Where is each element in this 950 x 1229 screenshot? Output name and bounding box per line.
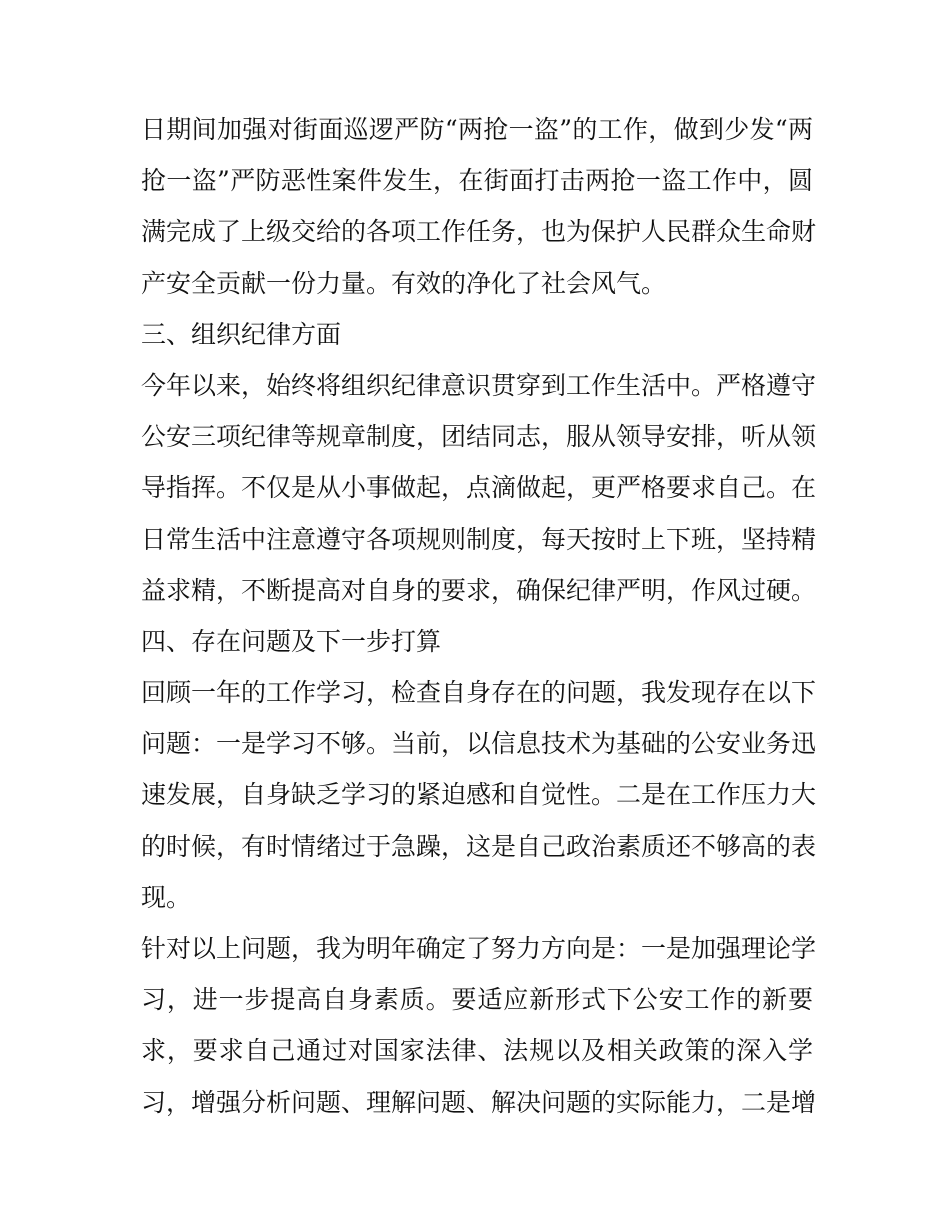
paragraph-line-17: 针对以上问题，我为明年确定了努力方向是：一是加强理论学 [141, 934, 817, 963]
paragraph-line-18: 习，进一步提高自身素质。要适应新形式下公安工作的新要 [141, 985, 813, 1015]
paragraph-line-10: 益求精，不断提高对自身的要求，确保纪律严明，作风过硬。 [141, 575, 817, 605]
paragraph-line-12: 回顾一年的工作学习，检查自身存在的问题，我发现存在以下 [141, 678, 817, 708]
paragraph-line-13: 问题：一是学习不够。当前，以信息技术为基础的公安业务迅 [141, 729, 817, 759]
section-heading-problems: 四、存在问题及下一步打算 [141, 626, 442, 656]
paragraph-line-8: 导指挥。不仅是从小事做起，点滴做起，更严格要求自己。在 [141, 473, 817, 503]
section-heading-discipline: 三、组织纪律方面 [141, 319, 342, 349]
paragraph-line-15: 的时候，有时情绪过于急躁，这是自己政治素质还不够高的表 [141, 831, 817, 861]
paragraph-line-14: 速发展，自身缺乏学习的紧迫感和自觉性。二是在工作压力大 [141, 780, 817, 810]
paragraph-line-16: 现。 [141, 882, 192, 912]
paragraph-line-6: 今年以来，始终将组织纪律意识贯穿到工作生活中。严格遵守 [141, 370, 817, 400]
paragraph-line-20: 习，增强分析问题、理解问题、解决问题的实际能力，二是增 [141, 1087, 817, 1117]
paragraph-line-3: 满完成了上级交给的各项工作任务，也为保护人民群众生命财 [141, 217, 817, 247]
paragraph-line-9: 日常生活中注意遵守各项规则制度，每天按时上下班，坚持精 [141, 524, 817, 554]
paragraph-line-1: 日期间加强对街面巡逻严防“两抢一盗”的工作，做到少发“两 [141, 115, 813, 144]
paragraph-line-7: 公安三项纪律等规章制度，团结同志，服从领导安排，听从领 [141, 422, 817, 452]
document-body [141, 104, 821, 1128]
paragraph-line-19: 求，要求自己通过对国家法律、法规以及相关政策的深入学 [141, 1036, 813, 1066]
paragraph-line-4: 产安全贡献一份力量。有效的净化了社会风气。 [141, 268, 667, 298]
paragraph-line-2: 抢一盗”严防恶性案件发生，在街面打击两抢一盗工作中，圆 [141, 166, 813, 196]
